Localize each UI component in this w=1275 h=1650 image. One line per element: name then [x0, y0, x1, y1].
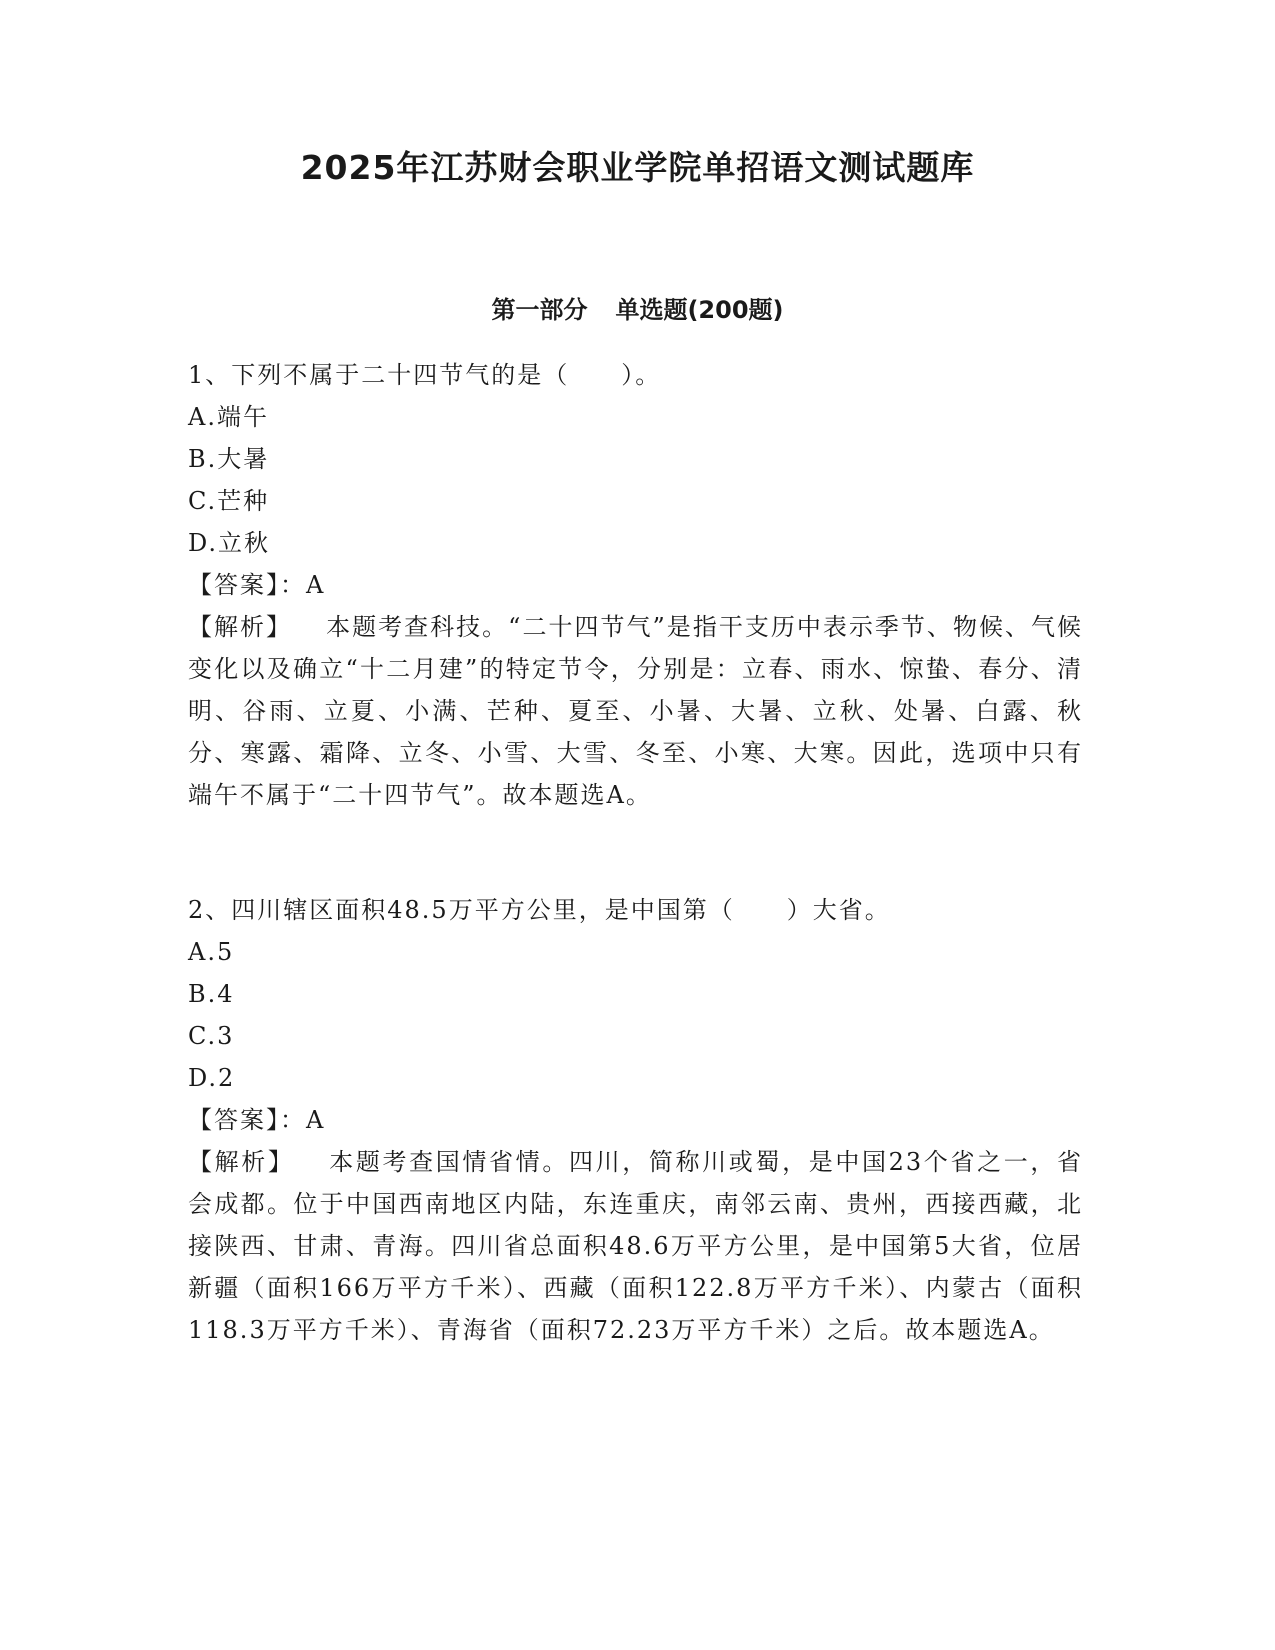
- question-stem: 1、下列不属于二十四节气的是（ ）。: [188, 361, 662, 389]
- section-title: [0, 293, 1275, 327]
- option-d: D.立秋: [188, 529, 271, 557]
- option-a: A.5: [188, 938, 235, 966]
- section-name-label: 单选题(200题): [615, 296, 784, 324]
- document-title: 2025年江苏财会职业学院单招语文测试题库: [300, 148, 975, 187]
- analysis-text: 本题考查科技。“二十四节气”是指干支历中表示季节、物候、气候变化以及确立“十二月建”的特定节令，分别是：立春、雨水、惊蛰、春分、清明、谷雨、立夏、小满、芒种、夏至、小暑、大暑、立秋、处暑、白露、秋分、寒露、霜降、立冬、小雪、大雪、冬至、小寒、大寒。因此，选项中只有端午不属于“二十四节气”。故本题选A。: [188, 613, 1083, 809]
- section-part-label: 第一部分: [491, 296, 588, 324]
- option-a: A.端午: [188, 403, 269, 431]
- analysis-label: 【解析】: [188, 1148, 295, 1176]
- option-d: D.2: [188, 1064, 236, 1092]
- question-stem: 2、四川辖区面积48.5万平方公里，是中国第（ ）大省。: [188, 896, 891, 924]
- answer-line: 【答案】：A: [188, 571, 326, 599]
- option-c: C.3: [188, 1022, 235, 1050]
- option-c: C.芒种: [188, 487, 270, 515]
- option-b: B.大暑: [188, 445, 270, 473]
- question-block-1: [188, 354, 1083, 816]
- answer-line: 【答案】：A: [188, 1106, 326, 1134]
- option-b: B.4: [188, 980, 235, 1008]
- analysis-label: 【解析】: [188, 613, 293, 641]
- analysis-paragraph: [188, 606, 1083, 816]
- analysis-paragraph: [188, 1141, 1083, 1351]
- question-block-2: [188, 889, 1083, 1351]
- analysis-text: 本题考查国情省情。四川，简称川或蜀，是中国23个省之一，省会成都。位于中国西南地区内陆，东连重庆，南邻云南、贵州，西接西藏，北接陕西、甘肃、青海。四川省总面积48.6万平方公里，是中国第5大省，位居新疆（面积166万平方千米）、西藏（面积122.8万平方千米）、内蒙古（面积118.3万平方千米）、青海省（面积72.23万平方千米）之后。故本题选A。: [188, 1148, 1083, 1344]
